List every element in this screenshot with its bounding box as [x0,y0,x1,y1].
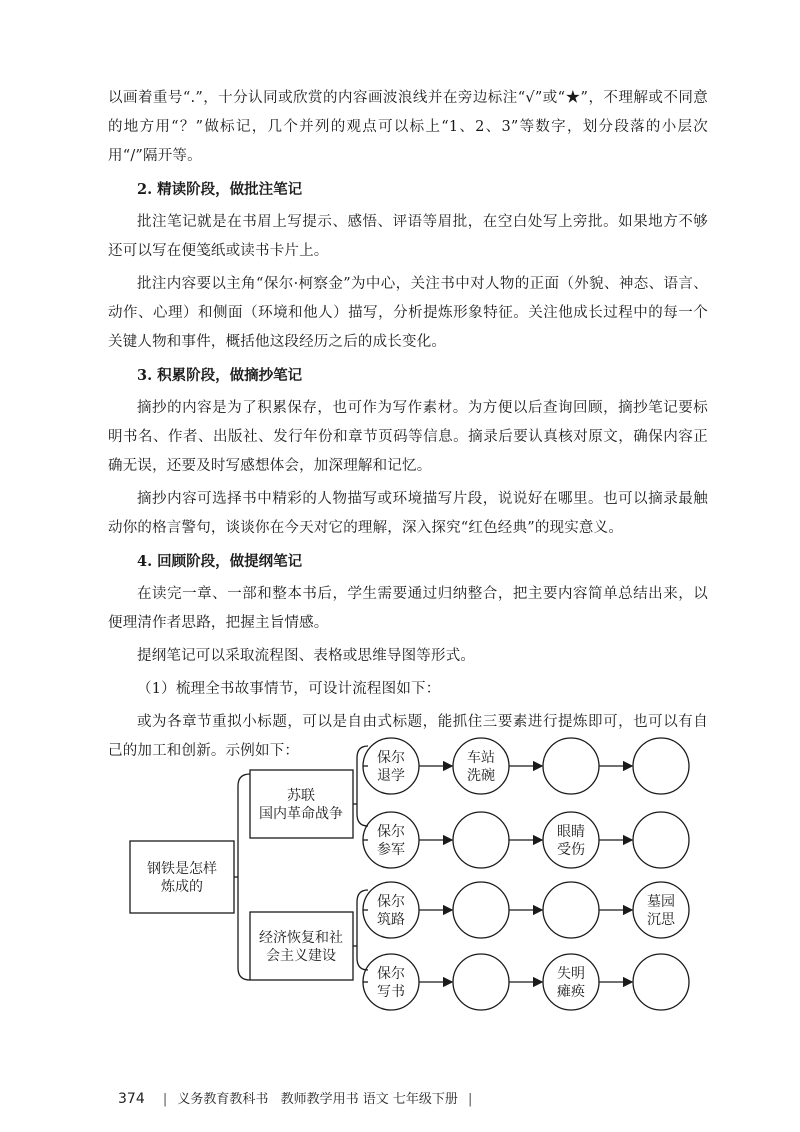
paragraph-3: 批注内容要以主角“保尔·柯察金”为中心，关注书中对人物的正面（外貌、神态、语言、动作、心理）和侧面（环境和他人）描写，分析提炼形象特征。关注他成长过程中的每一个关键人物和事件，概括他这段经历之后的成长变化。 [108,276,708,350]
branch-1-label-line-1: 苏联 [287,788,315,804]
node-r4-c3 [543,954,599,1010]
node-r3-c1-label-line-2: 筑路 [377,912,405,928]
root-label-line-1: 钢铁是怎样 [147,861,217,877]
root-label-line-2: 炼成的 [161,879,203,895]
footer-book: 义务教育教科书 [177,1092,269,1107]
branch-1-label-line-2: 国内革命战争 [259,806,343,822]
node-r1-c2 [453,738,509,794]
paragraph-4: 摘抄的内容是为了积累保存，也可作为写作素材。为方便以后查询回顾，摘抄笔记要标明书名、作者、出版社、发行年份和章节页码等信息。摘录后要认真核对原文，确保内容正确无误，还要及时写感想体会，加深理解和记忆。 [108,400,708,474]
root-bracket [238,774,250,980]
footer-separator: | [162,1092,168,1107]
node-r1-c2-label-line-2: 洗碗 [467,768,495,784]
node-r2-c3 [543,812,599,868]
plot-flowchart [110,728,700,1028]
node-r4-c4 [633,954,689,1010]
node-r1-c1 [363,738,419,794]
footer-separator-end: | [467,1092,473,1107]
heading-4: 4. 回顾阶段，做提纲笔记 [137,553,303,570]
branch-box-2 [250,912,353,980]
node-r4-c2 [453,954,509,1010]
node-r1-c1-label-line-1: 保尔 [377,750,405,766]
node-r4-c1-label-line-2: 写书 [377,984,405,1000]
node-r4-c1-label-line-1: 保尔 [377,966,405,982]
node-r1-c1-label-line-2: 退学 [377,768,405,784]
heading-3: 3. 积累阶段，做摘抄笔记 [137,367,303,384]
node-r3-c1 [363,882,419,938]
root-box [130,841,234,913]
footer-title: 教师教学用书 语文 七年级下册 [280,1092,458,1107]
node-r1-c4 [633,738,689,794]
paragraph-7: 提纲笔记可以采取流程图、表格或思维导图等形式。 [137,648,476,664]
paragraph-5: 摘抄内容可选择书中精彩的人物描写或环境描写片段，说说好在哪里。也可以摘录最触动你的格言警句，谈谈你在今天对它的理解，深入探究“红色经典”的现实意义。 [108,491,708,536]
heading-2: 2. 精读阶段，做批注笔记 [137,181,303,198]
branch-2-label-line-1: 经济恢复和社 [259,930,343,946]
node-r3-c4 [633,882,689,938]
page-number: 374 [118,1091,145,1107]
node-r2-c1-label-line-1: 保尔 [377,824,405,840]
branch-bracket-1 [357,746,368,826]
paragraph-8: （1）梳理全书故事情节，可设计流程图如下： [137,681,441,697]
flowchart-svg [110,728,700,1028]
node-r4-c3-label-line-1: 失明 [557,966,585,982]
page-footer [118,1088,478,1107]
node-r2-c3-label-line-2: 受伤 [557,842,585,858]
node-r3-c4-label-line-1: 墓园 [647,894,675,910]
node-r1-c2-label-line-1: 车站 [467,750,495,766]
node-r4-c1 [363,954,419,1010]
node-r3-c2 [453,882,509,938]
branch-bracket-2 [357,890,368,970]
paragraph-9: 或为各章节重拟小标题，可以是自由式标题，能抓住三要素进行提炼即可，也可以有自己的加工和创新。示例如下： [108,714,708,759]
paragraph-6: 在读完一章、一部和整本书后，学生需要通过归纳整合，把主要内容简单总结出来，以便理清作者思路，把握主旨情感。 [108,586,708,631]
node-r4-c3-label-line-2: 瘫痪 [557,984,585,1000]
node-r3-c3 [543,882,599,938]
body-text [108,84,708,770]
branch-box-1 [250,770,353,838]
paragraph-2: 批注笔记就是在书眉上写提示、感悟、评语等眉批，在空白处写上旁批。如果地方不够还可以写在便笺纸或读书卡片上。 [108,214,708,259]
node-r2-c1 [363,812,419,868]
node-r2-c1-label-line-2: 参军 [377,842,405,858]
node-r3-c4-label-line-2: 沉思 [647,912,675,928]
node-r3-c1-label-line-1: 保尔 [377,894,405,910]
node-r2-c4 [633,812,689,868]
paragraph-1: 以画着重号“.”，十分认同或欣赏的内容画波浪线并在旁边标注“√”或“★”，不理解或不同意的地方用“？”做标记，几个并列的观点可以标上“1、2、3”等数字，划分段落的小层次用“/”隔开等。 [108,90,708,164]
node-r2-c2 [453,812,509,868]
node-r1-c3 [543,738,599,794]
branch-2-label-line-2: 会主义建设 [266,948,336,964]
node-r2-c3-label-line-1: 眼睛 [557,824,585,840]
